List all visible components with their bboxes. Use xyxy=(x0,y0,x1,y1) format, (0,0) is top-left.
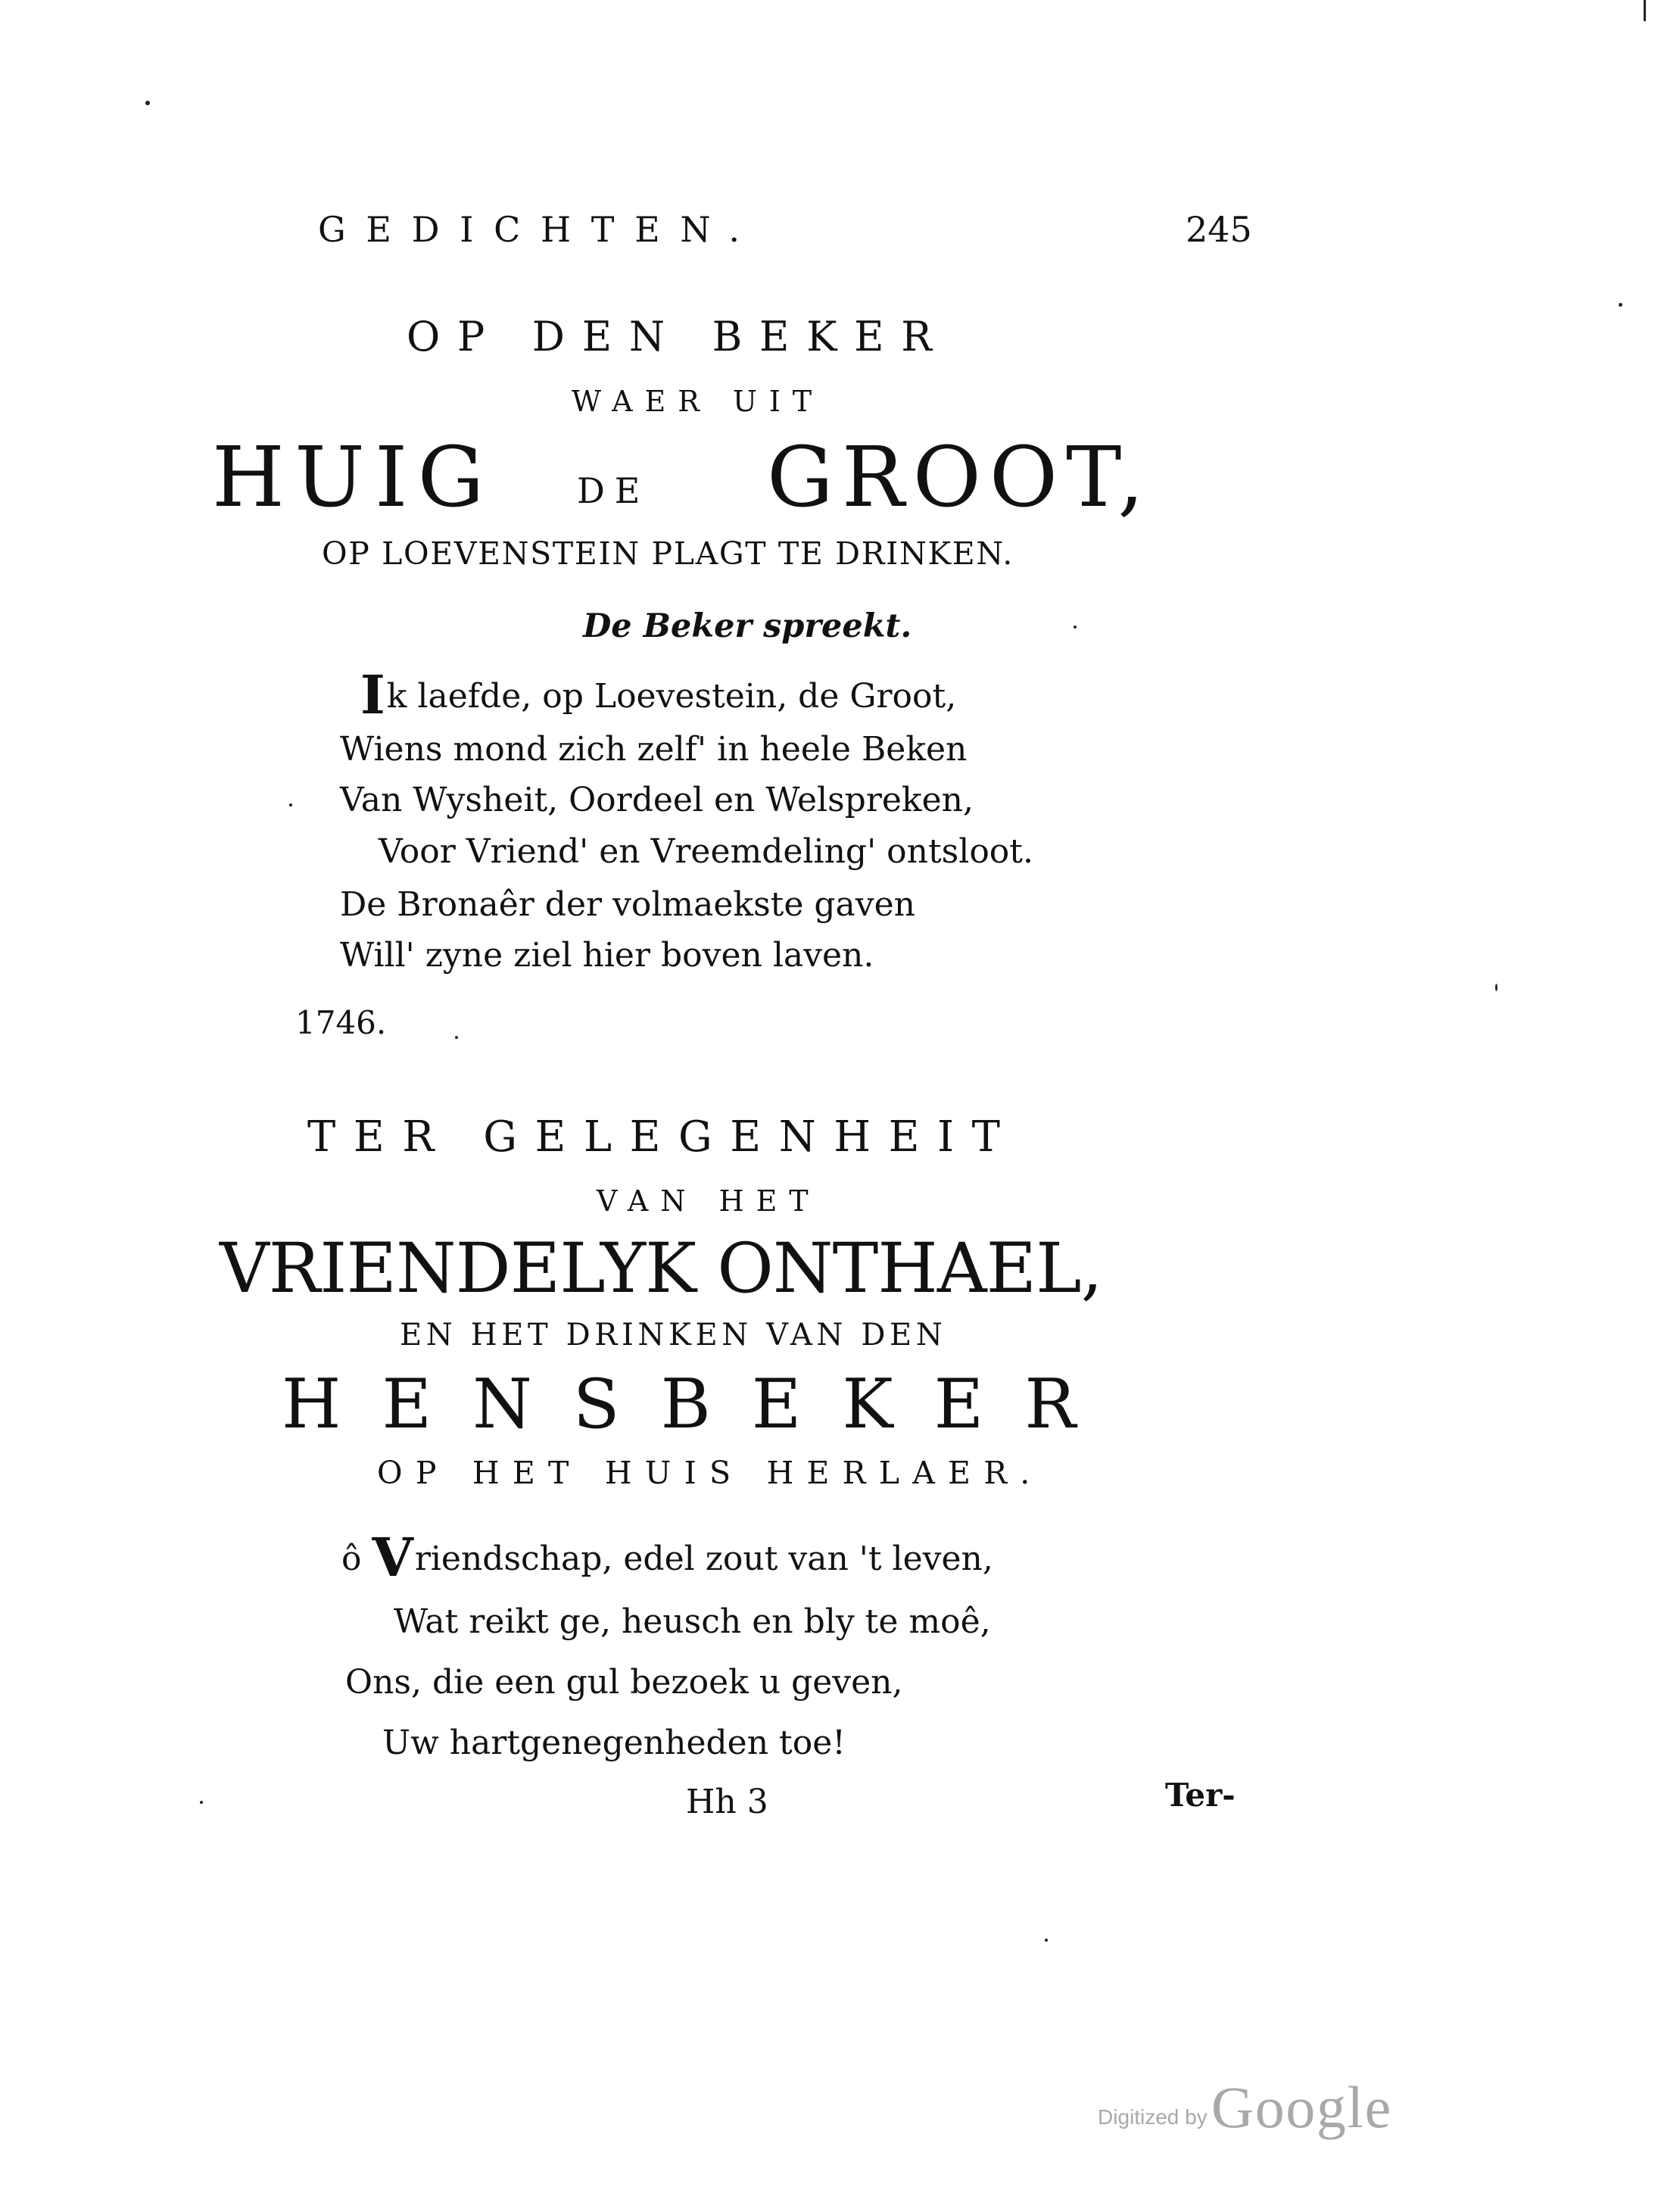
verse-line: Will' zyne ziel hier boven laven. xyxy=(340,936,874,975)
ink-speck xyxy=(1495,984,1497,991)
verse-text: k laefde, op Loevestein, de Groot, xyxy=(386,677,957,716)
signature-mark: Hh 3 xyxy=(686,1783,768,1821)
poem-title-line: EN HET DRINKEN VAN DEN xyxy=(400,1318,947,1352)
poem-subtitle: De Beker spreekt. xyxy=(583,607,912,645)
poem-title-line: OP LOEVENSTEIN PLAGT TE DRINKEN. xyxy=(322,535,1014,572)
poem-title-line: OP DEN BEKER xyxy=(407,313,949,360)
poem-title-name: HENSBEKER xyxy=(282,1365,1117,1444)
catchword: Ter- xyxy=(1165,1777,1236,1814)
poem-title-name: VRIENDELYK ONTHAEL, xyxy=(220,1229,1102,1309)
verse-line: Van Wysheit, Oordeel en Welspreken, xyxy=(340,781,974,819)
ink-speck xyxy=(289,803,292,806)
verse-line: Voor Vriend' en Vreemdeling' ontsloot. xyxy=(379,832,1033,871)
poem-title-name: HUIG xyxy=(212,429,494,526)
poem-title-line: VAN HET xyxy=(597,1184,821,1218)
verse-line: Uw hartgenegenheden toe! xyxy=(382,1724,846,1762)
ink-speck xyxy=(200,1801,203,1804)
poem-title-line: TER GELEGENHEIT xyxy=(307,1112,1018,1162)
ink-speck xyxy=(1619,303,1622,307)
verse-line: De Bronaêr der volmaekste gaven xyxy=(340,885,916,924)
digitized-watermark xyxy=(1098,2073,1392,2142)
verse-line xyxy=(341,1526,993,1589)
google-logo: Google xyxy=(1211,2074,1392,2140)
poem-title-line: WAER UIT xyxy=(572,385,824,418)
verse-line xyxy=(360,663,957,726)
page-edge-mark xyxy=(1644,0,1646,21)
verse-line: Wiens mond zich zelf' in heele Beken xyxy=(340,730,968,769)
verse-line: Ons, die een gul bezoek u geven, xyxy=(345,1663,903,1702)
verse-text: riendschap, edel zout van 't leven, xyxy=(414,1540,993,1578)
ink-speck xyxy=(455,1036,458,1039)
drop-capital: I xyxy=(360,663,385,726)
poem-year: 1746. xyxy=(295,1004,387,1041)
verse-interjection: ô xyxy=(341,1540,362,1578)
ink-speck xyxy=(1045,1939,1048,1942)
poem-title-particle: DE xyxy=(577,470,650,511)
poem-title-line: OP HET HUIS HERLAER. xyxy=(377,1455,1043,1491)
watermark-prefix: Digitized by xyxy=(1098,2105,1208,2129)
page-number: 245 xyxy=(1186,209,1252,250)
drop-capital: V xyxy=(372,1526,413,1589)
poem-title-name: GROOT, xyxy=(767,429,1153,526)
verse-line: Wat reikt ge, heusch en bly te moê, xyxy=(394,1602,991,1641)
running-head: GEDICHTEN. xyxy=(318,209,760,250)
ink-speck xyxy=(1074,626,1077,629)
ink-speck xyxy=(145,101,150,105)
